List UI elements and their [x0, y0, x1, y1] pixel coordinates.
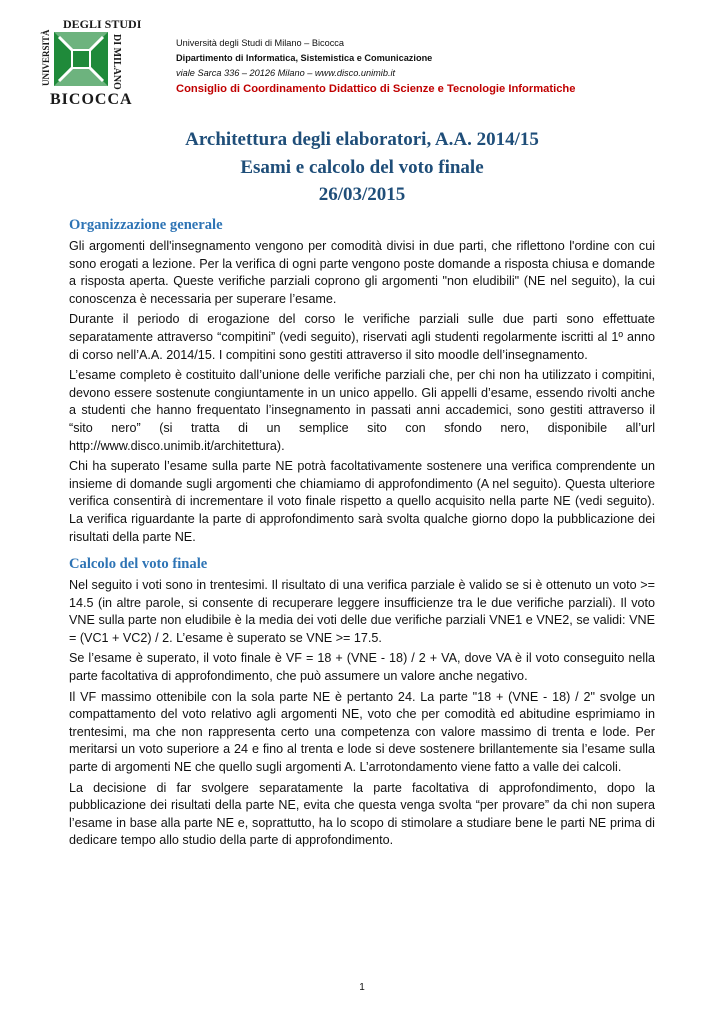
section-heading-organizzazione: Organizzazione generale	[69, 217, 223, 233]
university-logo	[40, 14, 154, 108]
university-name: Università degli Studi di Milano – Bicocca	[176, 38, 345, 48]
logo-text-universita: UNIVERSITÀ	[41, 29, 51, 86]
paragraph: Durante il periodo di erogazione del corso le verifiche parziali sulle due parti sono effettuate separatamente attraverso “compitini” (vedi seguito), riservati agli studenti regolarmente iscritti al 1º anno di corso nell’A.A. 2014/15. I compitini sono gestiti attraverso il sito moodle dell’insegnamento.	[69, 312, 655, 362]
title-line-course: Architettura degli elaboratori, A.A. 2014/15	[185, 129, 539, 150]
page-number: 1	[359, 982, 365, 993]
paragraph: Nel seguito i voti sono in trentesimi. Il risultato di una verifica parziale è valido se si è ottenuto un voto >= 14.5 (in altre parole, si consente di recuperare leggere insufficienze tra le due verifiche parziali). Il voto VNE sulla parte non eludibile è la media dei voti delle due verifiche parziali VNE1 e VNE2, se validi: VNE = (VC1 + VC2) / 2. L’esame è superato se VNE >= 17.5.	[69, 578, 655, 645]
title-line-date: 26/03/2015	[318, 184, 406, 205]
logo-text-degli-studi: DEGLI STUDI	[63, 17, 142, 31]
logo-text-bicocca: BICOCCA	[50, 91, 133, 108]
council-name: Consiglio di Coordinamento Didattico di Scienze e Tecnologie Informatiche	[176, 83, 576, 95]
paragraph: Se l’esame è superato, il voto finale è VF = 18 + (VNE - 18) / 2 + VA, dove VA è il voto conseguito nella parte facoltativa di approfondimento, che può assumere un valore anche negativo.	[69, 651, 655, 684]
logo-text-di-milano: DI MILANO	[111, 34, 122, 90]
paragraph: L’esame completo è costituito dall’unione delle verifiche parziali che, per chi non ha utilizzato i compitini, devono essere sostenute congiuntamente in un unico appello. Gli appelli d’esame, essendo rivolti anche a studenti che hanno frequentato l’insegnamento in passati anni accademici, sono gestiti attraverso il “sito nero” (si tratta di un semplice sito con sfondo nero, disponibile all’url http://www.disco.unimib.it/architettura).	[69, 368, 655, 453]
department-name: Dipartimento di Informatica, Sistemistica e Comunicazione	[176, 53, 433, 63]
document-body	[69, 215, 655, 853]
title-line-subject: Esami e calcolo del voto finale	[240, 156, 484, 178]
address-line: viale Sarca 336 – 20126 Milano – www.disco.unimib.it	[176, 68, 396, 78]
document-title	[0, 126, 724, 209]
letterhead	[40, 10, 680, 118]
section-heading-calcolo: Calcolo del voto finale	[69, 556, 208, 573]
letterhead-text	[176, 36, 575, 97]
paragraph: Chi ha superato l’esame sulla parte NE potrà facoltativamente sostenere una verifica comprendente un insieme di domande sugli argomenti che chiamiamo di approfondimento (A nel seguito). Questa ulteriore verifica consentirà di incrementare il voto finale rispetto a quello acquisito nella parte NE (vedi seguito). La verifica riguardante la parte di approfondimento sarà svolta qualche giorno dopo la pubblicazione dei risultati della parte NE.	[69, 459, 655, 544]
paragraph: La decisione di far svolgere separatamente la parte facoltativa di approfondimento, dopo la pubblicazione dei risultati della parte NE, evita che questa venga svolta “per provare” da chi non supera l’esame in base alla parte NE e, soprattutto, ha lo scopo di stimolare a studiare bene le parti NE prima di dedicare tempo allo studio della parte di approfondimento.	[69, 780, 655, 848]
paragraph: Il VF massimo ottenibile con la sola parte NE è pertanto 24. La parte "18 + (VNE - 18) / 2" svolge un compattamento del voto relativo agli argomenti NE, voto che per comodità ed abitudine esprimiamo in trentesimi, ma che non rappresenta certo una competenza con valore massimo di trenta e lode. Per meritarsi un voto superiore a 24 e fino al trenta e lode si deve sostenere brillantemente sia l’esame sulla parte di argomenti NE che quello sugli argomenti A. L’arrotondamento viene fatto a valle dei calcoli.	[69, 689, 655, 775]
paragraph: Gli argomenti dell'insegnamento vengono per comodità divisi in due parti, che riflettono l'ordine con cui sono erogati a lezione. Per la verifica di ogni parte vengono poste domande a risposta chiusa e domande a risposta aperta. Queste verifiche parziali coprono gli argomenti "non eludibili" (NE nel seguito), la cui conoscenza è necessaria per superare l’esame.	[69, 239, 655, 306]
